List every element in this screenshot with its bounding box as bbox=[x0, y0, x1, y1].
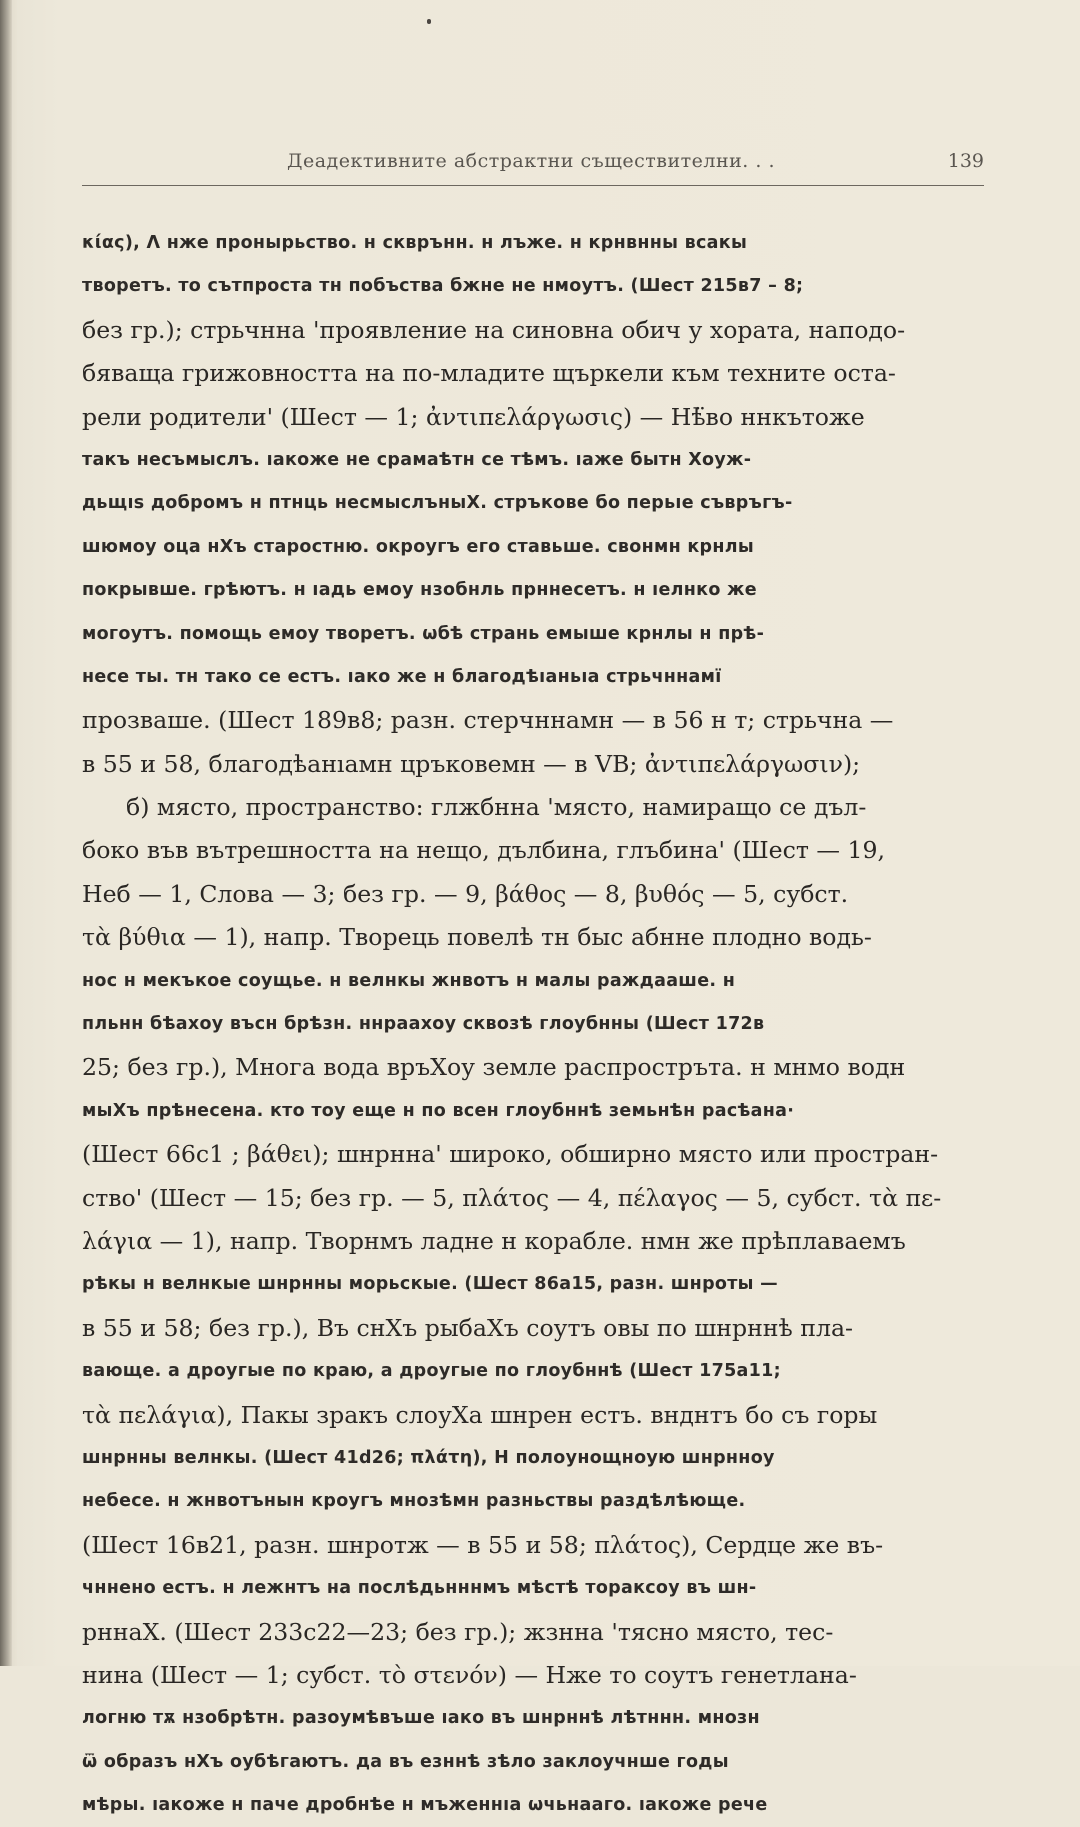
text-line: рннаХ. (Шест 233с22—23; без гр.); жзнна 'тясно място, тес- bbox=[82, 1617, 834, 1646]
text-line: творетъ. то сътпроста тн побъства бжне не нмоутъ. (Шест 215в7 – 8; bbox=[82, 276, 804, 297]
text-line: небесе. н жнвотънын кроугъ мнозѣмн разньствы раздѣлѣюще. bbox=[82, 1491, 746, 1512]
text-line: такъ несъмыслъ. ıакоже не срамаѣтн се тѣмъ. ıаже бытн Хоуж- bbox=[82, 449, 752, 470]
text-line: (Шест 16в21, разн. шнротж — в 55 и 58; πλάτος), Сердце же въ- bbox=[82, 1530, 884, 1559]
text-line: 25; без гр.), Многа вода връХоу земле распростръта. н мнмо водн bbox=[82, 1053, 906, 1082]
text-line: в 55 и 58; без гр.), Въ снХъ рыбаХъ соутъ овы по шнрннѣ пла- bbox=[82, 1313, 854, 1342]
text-line: λάγια — 1), напр. Творнмъ ладне н корабле. нмн же прѣплаваемъ bbox=[82, 1226, 906, 1255]
text-line: б) място, пространство: глжбнна 'място, намиращо се дъл- bbox=[126, 793, 867, 822]
text-line: ство' (Шест — 15; без гр. — 5, πλάτος — 4, πέλαγος — 5, субст. τὰ πε- bbox=[82, 1183, 942, 1212]
text-line: логню тѫ нзобрѣтн. разоумѣвъше ıако въ шнрннѣ лѣтннн. мнозн bbox=[82, 1708, 760, 1729]
text-line: мыХъ прѣнесена. кто тоу еще н по всен глоубннѣ земьнѣн расѣана· bbox=[82, 1100, 795, 1121]
text-line: шнрнны велнкы. (Шест 41d26; πλάτη), Н полоунощноую шнрнноу bbox=[82, 1447, 775, 1468]
text-line: прозваше. (Шест 189в8; разн. стерчннамн — в 56 н т; стрьчна — bbox=[82, 706, 894, 735]
text-line: бяваща грижовността на по-младите щъркели към техните оста- bbox=[82, 359, 896, 388]
header-rule bbox=[82, 185, 984, 186]
body-text bbox=[82, 222, 986, 1827]
text-line: шюмоу оца нХъ старостню. окроугъ его ставьше. свонмн крнлы bbox=[82, 536, 755, 557]
text-line: в 55 и 58, благодѣанıамн цръковемн — в VB; ἀντιπελάργωσιν); bbox=[82, 749, 861, 778]
text-line: τὰ πελάγια), Пакы зракъ слоуХа шнрен естъ. внднтъ бо съ горы bbox=[82, 1400, 878, 1429]
text-line: дьщıѕ добромъ н птнць несмыслъныХ. стръкове бо перьıе съвръгъ- bbox=[82, 493, 793, 514]
text-line: (Шест 66с1 ; βάθει); шнрнна' широко, обширно място или простран- bbox=[82, 1140, 939, 1169]
running-header-title: Деадективните абстрактни съществителни. . . bbox=[287, 150, 775, 172]
text-line: покрывше. грѣютъ. н ıадь емоу нзобнль прннесетъ. н ıелнко же bbox=[82, 580, 757, 601]
text-line: боко във вътрешността на нещо, дълбина, глъбина' (Шест — 19, bbox=[82, 836, 886, 865]
text-line: без гр.); стрьчннa 'проявление на синовна обич у хората, наподо- bbox=[82, 315, 906, 344]
text-line: τὰ βύθια — 1), напр. Творець повелѣ тн быс абнне плодно водь- bbox=[82, 923, 872, 952]
text-line: рѣкы н велнкые шнрнны морьскые. (Шест 86а15, разн. шнроты — bbox=[82, 1274, 778, 1295]
text-line: несе ты. тн тако се естъ. ıако же н благодѣıаньıа стрьчннамї bbox=[82, 666, 722, 687]
text-line: могоутъ. помощь емоу творетъ. ѡбѣ странь емыше крнлы н прѣ- bbox=[82, 623, 765, 644]
text-line: Неб — 1, Слова — 3; без гр. — 9, βάθος — 8, βυθός — 5, субст. bbox=[82, 879, 849, 908]
text-line: пльнн бѣахоу въсн брѣзн. ннраахоу сквозѣ глоубнны (Шест 172в bbox=[82, 1014, 765, 1035]
book-spine-shadow bbox=[0, 0, 12, 1666]
running-header bbox=[82, 150, 984, 186]
text-line: κίας), Λ нже пронырьство. н скврънн. н лъже. н крнвнны всакы bbox=[82, 233, 748, 253]
ink-speck bbox=[427, 19, 431, 24]
text-line: вающе. а дроугые по краю, а дроугые по глоубннѣ (Шест 175а11; bbox=[82, 1361, 781, 1382]
text-line: ѿ образъ нХъ оубѣгаютъ. да въ езннѣ зѣло заклоучнше годы bbox=[82, 1751, 729, 1772]
page-number: 139 bbox=[947, 150, 984, 172]
text-line: нос н мекъкое соущье. н велнкы жнвотъ н малы раждааше. н bbox=[82, 970, 736, 991]
text-line: чннено естъ. н лежнтъ на послѣдьнннмъ мѣстѣ тораксоу въ шн- bbox=[82, 1578, 757, 1599]
text-line: нина (Шест — 1; субст. τὸ στενόν) — Нже то соутъ генетлана- bbox=[82, 1660, 857, 1689]
text-line: мѣры. ıакоже н паче дробнѣе н мъженнıа ѡчьнааго. ıакоже рече bbox=[82, 1795, 768, 1816]
text-line: рели родители' (Шест — 1; ἀντιπελάργωσις) — Нѣ̈во ннкътоже bbox=[82, 402, 865, 431]
